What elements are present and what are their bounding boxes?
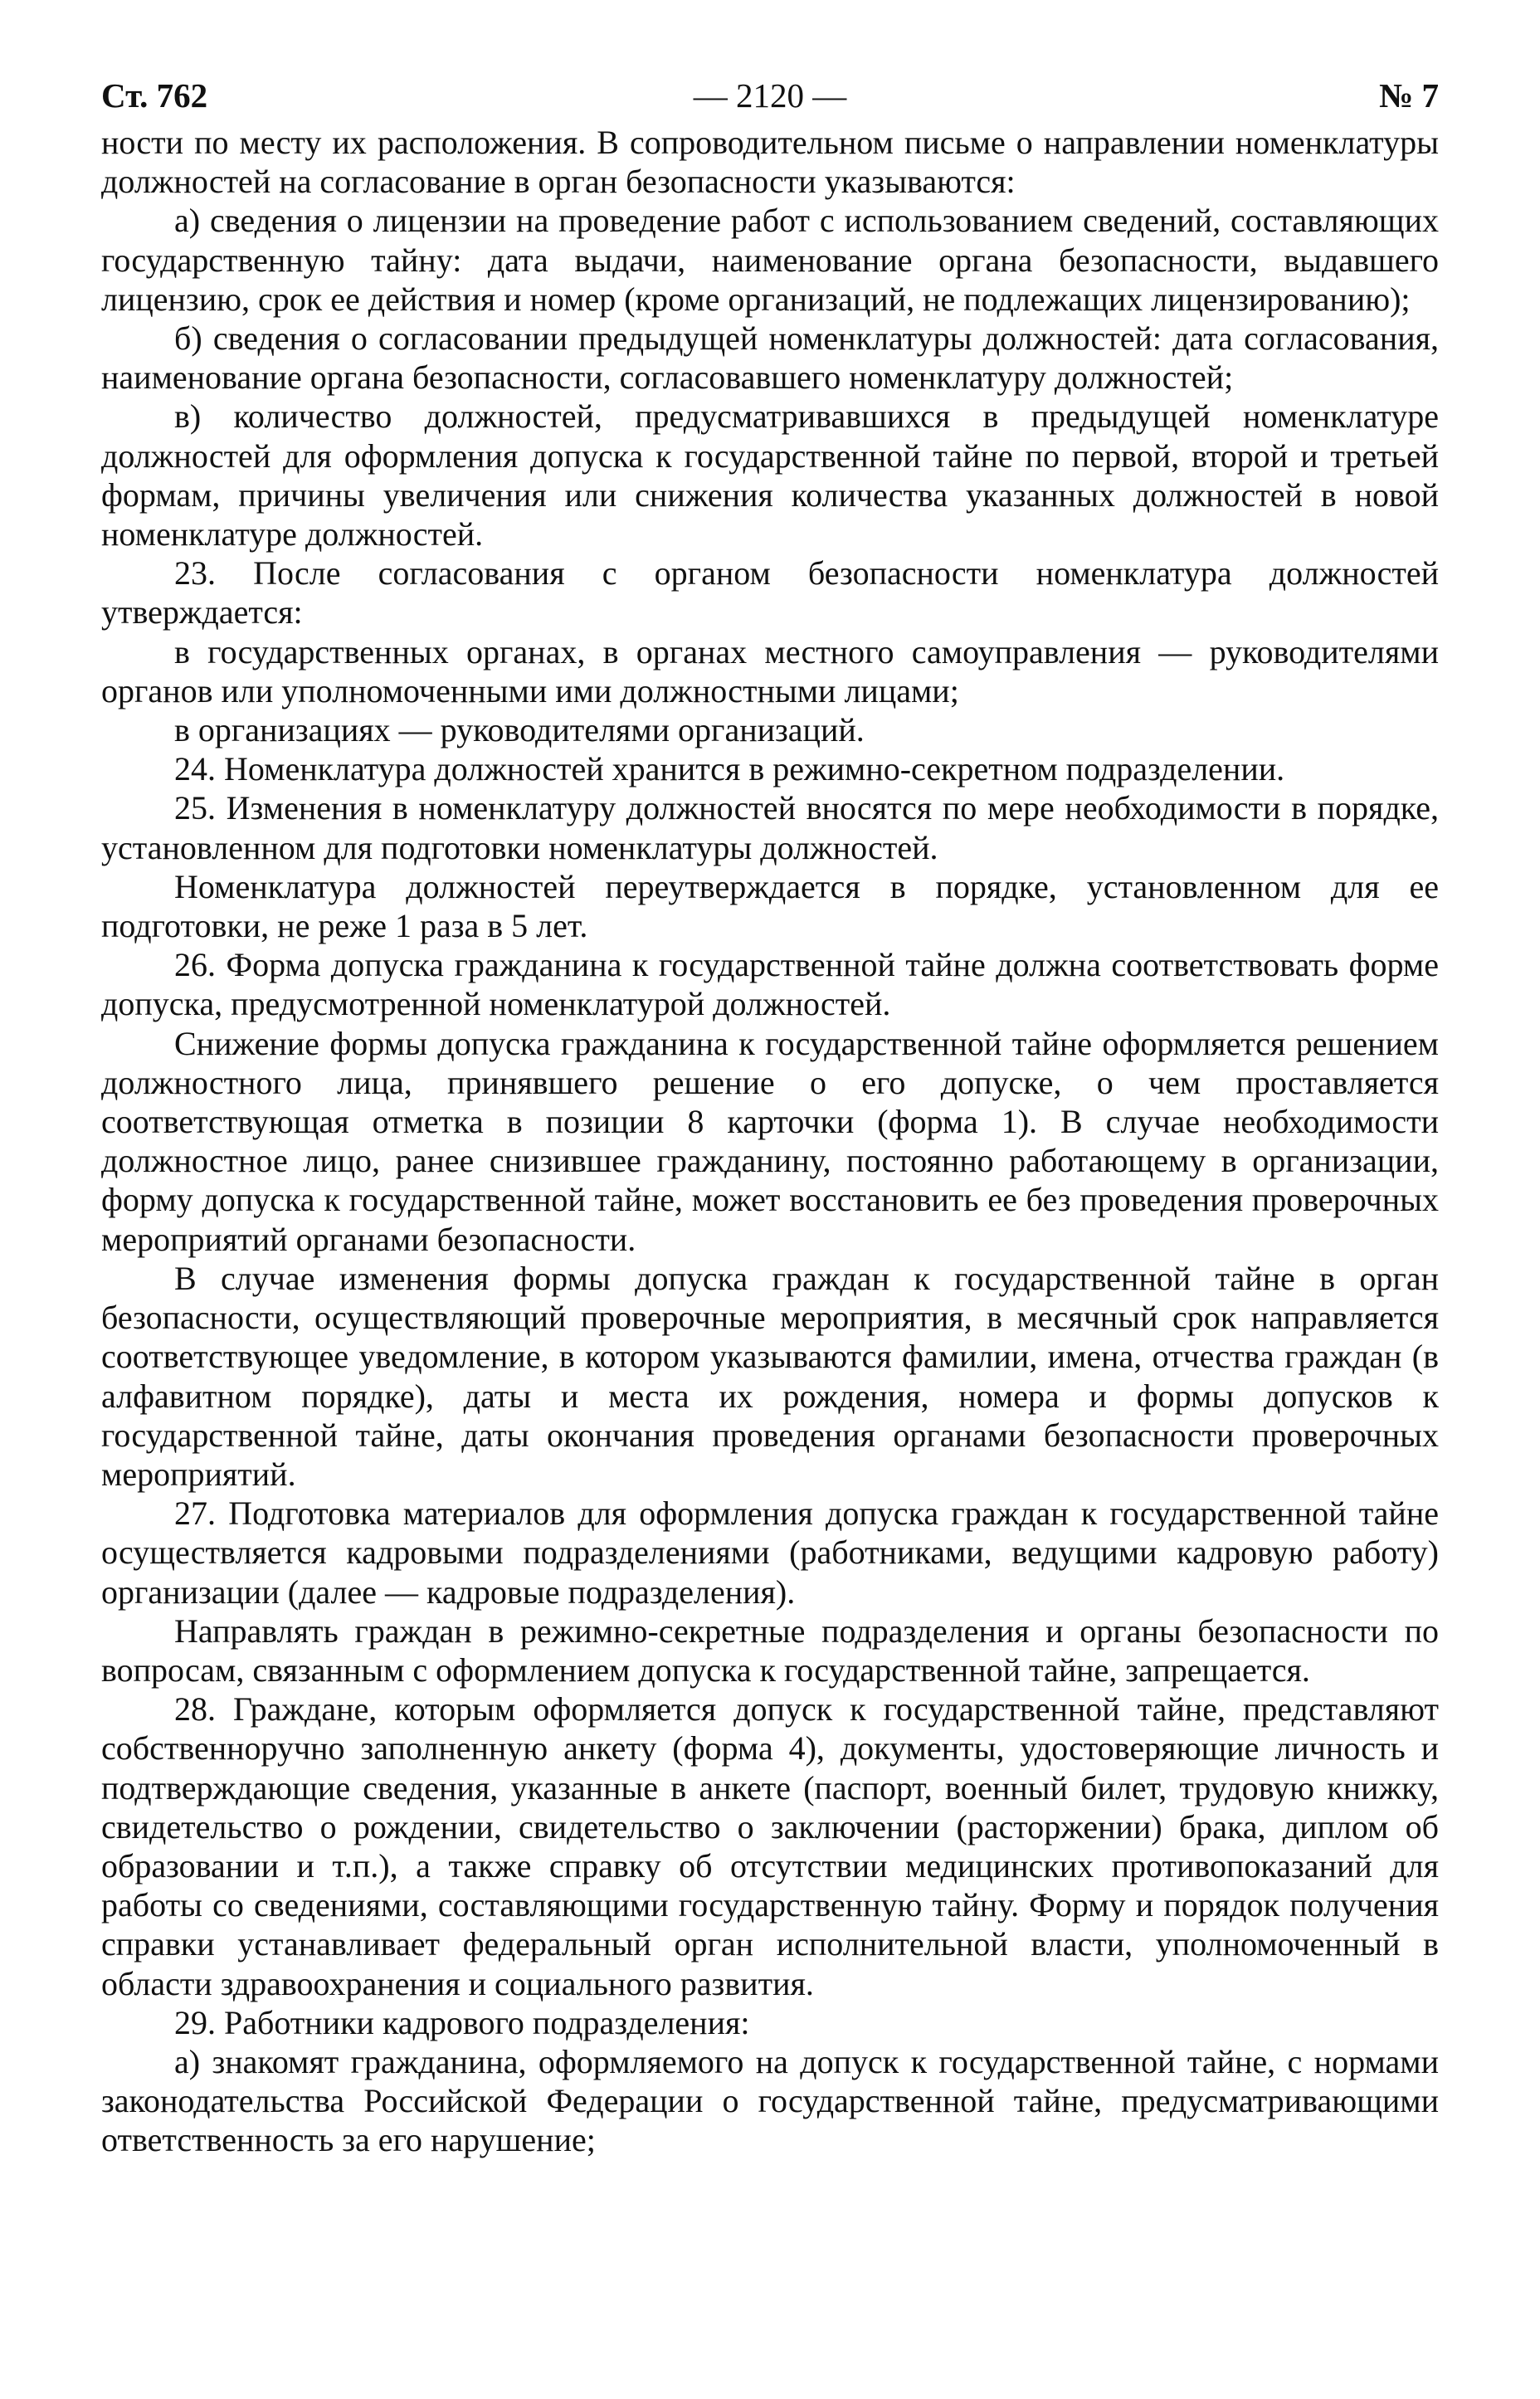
clause-26: 26. Форма допуска гражданина к государственной тайне должна соответствовать форме допуска, предусмотренной номенклатурой должностей. (101, 946, 1439, 1023)
document-page (101, 75, 1439, 2160)
item-a-license-info: а) сведения о лицензии на проведение работ с использованием сведений, составляющих государственную тайну: дата выдачи, наименование органа безопасности, выдавшего лицензию, срок ее действия и номер (кроме организаций, не подлежащих лицензированию); (101, 202, 1439, 318)
clause-27: 27. Подготовка материалов для оформления допуска граждан к государственной тайне осуществляется кадровыми подразделениями (работниками, ведущими кадровую работу) организации (далее — кадровые подразделения). (101, 1494, 1439, 1611)
issue-number: № 7 (1379, 76, 1439, 115)
document-body (101, 123, 1439, 2160)
clause-23-organizations: в организациях — руководителями организаций. (174, 711, 865, 749)
clause-24: 24. Номенклатура должностей хранится в режимно-секретном подразделении. (174, 750, 1285, 788)
page-number: — 2120 — (693, 76, 847, 115)
paragraph-continuation: ности по месту их расположения. В сопроводительном письме о направлении номенклатуры должностей на согласование в орган безопасности указываются: (101, 124, 1439, 201)
clause-27-prohibition: Направлять граждан в режимно-секретные подразделения и органы безопасности по вопросам, связанным с оформлением допуска к государственной тайне, запрещается. (101, 1612, 1439, 1689)
clause-25-reapproval: Номенклатура должностей переутверждается в порядке, установленном для ее подготовки, не реже 1 раза в 5 лет. (101, 867, 1439, 945)
clause-29: 29. Работники кадрового подразделения: (174, 2003, 750, 2041)
clause-28: 28. Граждане, которым оформляется допуск к государственной тайне, представляют собственноручно заполненную анкету (форма 4), документы, удостоверяющие личность и подтверждающие сведения, указанные в анкете (паспорт, военный билет, трудовую книжку, свидетельство о рождении, свидетельство о заключении (расторжении) брака, диплом об образовании и т.п.), а также справку об отсутствии медицинских противопоказаний для работы со сведениями, составляющими государственную тайну. Форму и порядок получения справки устанавливает федеральный орган исполнительной власти, уполномоченный в области здравоохранения и социального развития. (101, 1690, 1439, 2002)
clause-26-notification: В случае изменения формы допуска граждан к государственной тайне в орган безопасности, осуществляющий проверочные мероприятия, в месячный срок направляется соответствующее уведомление, в котором указываются фамилии, имена, отчества граждан (в алфавитном порядке), даты и места их рождения, номера и формы допусков к государственной тайне, даты окончания проведения органами безопасности проверочных мероприятий. (101, 1259, 1439, 1493)
clause-23-state-bodies: в государственных органах, в органах местного самоуправления — руководителями органов или уполномоченными ими должностными лицами; (101, 632, 1439, 709)
clause-29-item-a: а) знакомят гражданина, оформляемого на допуск к государственной тайне, с нормами законодательства Российской Федерации о государственной тайне, предусматривающими ответственность за его нарушение; (101, 2042, 1439, 2159)
item-c-position-count: в) количество должностей, предусматривавшихся в предыдущей номенклатуре должностей для оформления допуска к государственной тайне по первой, второй и третьей формам, причины увеличения или снижения количества указанных должностей в новой номенклатуре должностей. (101, 397, 1439, 553)
clause-25: 25. Изменения в номенклатуру должностей вносятся по мере необходимости в порядке, установленном для подготовки номенклатуры должностей. (101, 789, 1439, 866)
article-number: Ст. 762 (101, 76, 208, 115)
clause-26-downgrade: Снижение формы допуска гражданина к государственной тайне оформляется решением должностного лица, принявшего решение о его допуске, о чем проставляется соответствующая отметка в позиции 8 карточки (форма 1). В случае необходимости должностное лицо, ранее снизившее гражданину, постоянно работающему в организации, форму допуска к государственной тайне, может восстановить ее без проведения проверочных мероприятий органами безопасности. (101, 1024, 1439, 1258)
item-b-previous-approval: б) сведения о согласовании предыдущей номенклатуры должностей: дата согласования, наименование органа безопасности, согласовавшего номенклатуру должностей; (101, 319, 1439, 397)
running-header (101, 75, 1439, 116)
clause-23: 23. После согласования с органом безопасности номенклатура должностей утверждается: (101, 554, 1439, 631)
